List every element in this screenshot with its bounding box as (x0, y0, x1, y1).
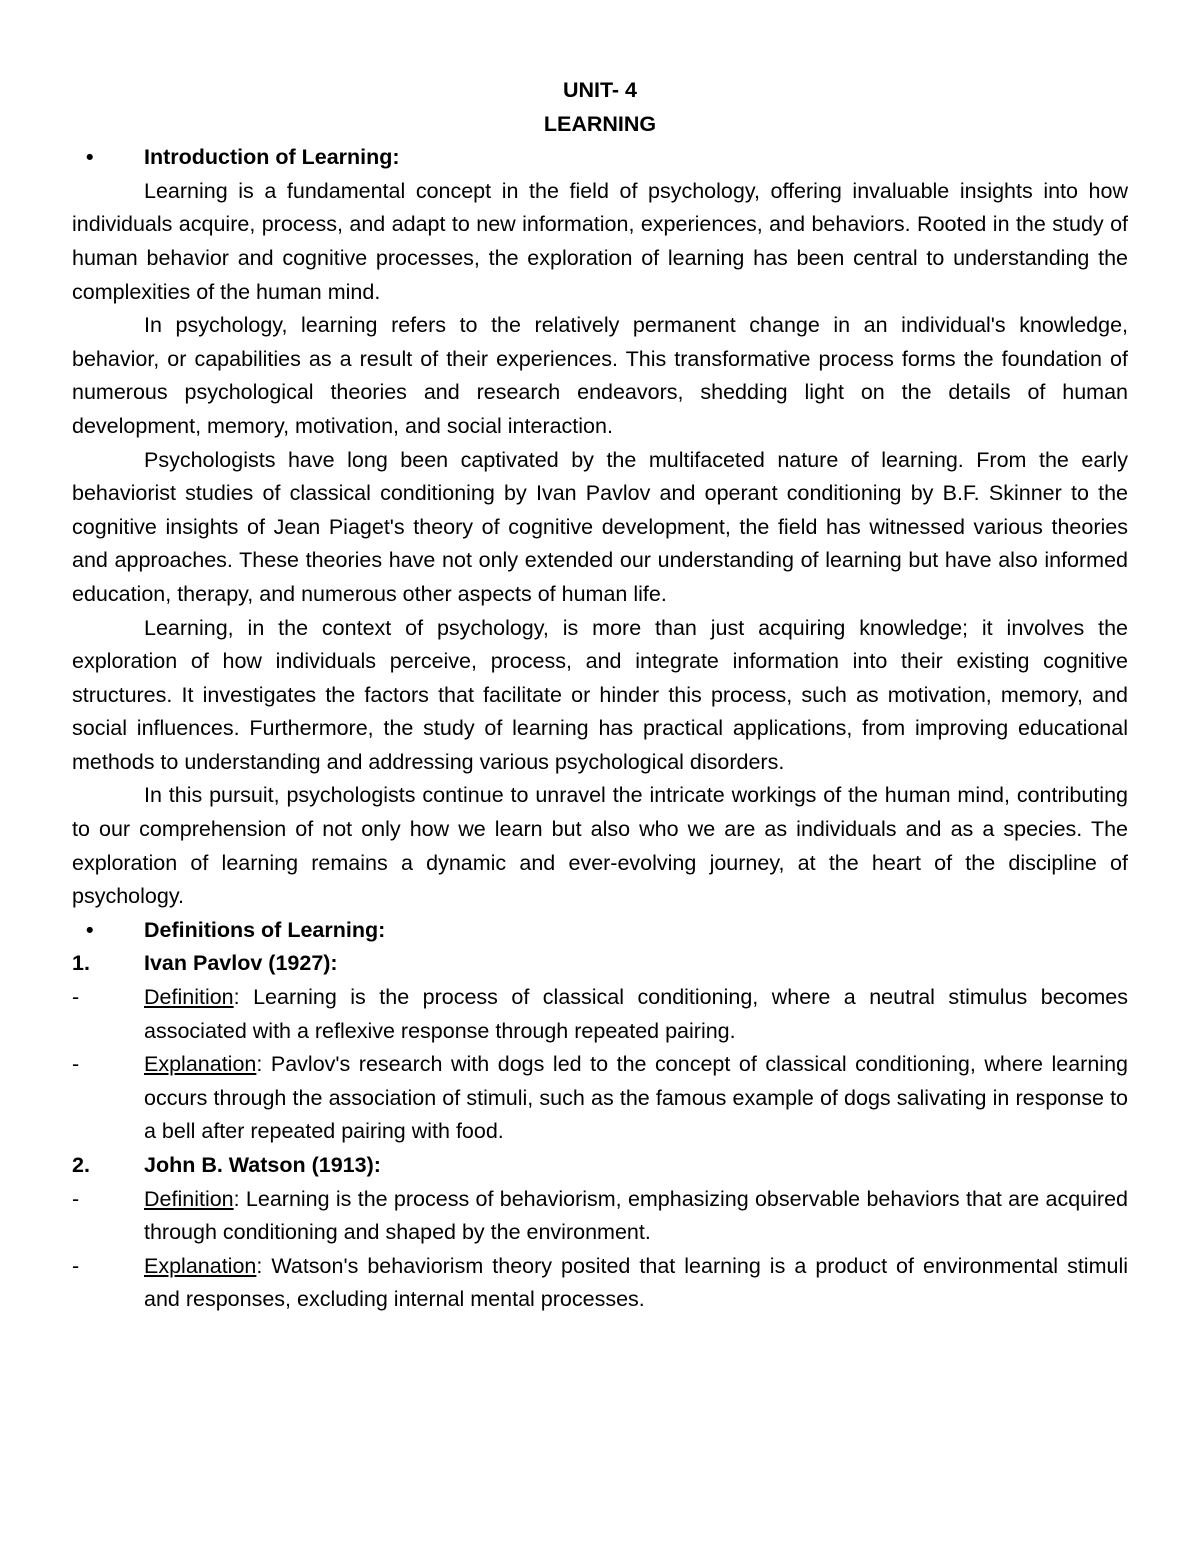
definitions-heading-text: Definitions of Learning: (144, 917, 386, 942)
dash-icon: - (72, 1253, 80, 1278)
intro-section-heading (72, 141, 1128, 175)
intro-heading-text: Introduction of Learning: (144, 145, 400, 170)
explanation-line (72, 1048, 1128, 1149)
definition-item-heading (72, 1149, 1128, 1183)
definition-item-heading (72, 947, 1128, 981)
page-title: LEARNING (543, 111, 657, 136)
item-number: 2. (72, 1153, 90, 1177)
intro-paragraph: Psychologists have long been captivated by the multifaceted nature of learning. From the early behaviorist studies of classical conditioning by Ivan Pavlov and operant conditioning by B.F. Skinner to the cognitive insights of Jean Piaget's theory of cognitive development, the field has witnessed various theories and approaches. These theories have not only extended our understanding of learning but have also informed education, therapy, and numerous other aspects of human life. (72, 447, 1128, 606)
definition-label: Definition (144, 985, 234, 1010)
bullet-icon: • (86, 917, 94, 942)
dash-icon: - (72, 985, 80, 1010)
explanation-label: Explanation (144, 1253, 257, 1278)
explanation-text: : Watson's behaviorism theory posited that learning is a product of environmental stimuli and responses, excluding internal mental processes. (144, 1253, 1128, 1312)
theorist-name: John B. Watson (1913): (144, 1153, 381, 1177)
definitions-section-heading (72, 914, 1128, 948)
definition-text: : Learning is the process of behaviorism, emphasizing observable behaviors that are acquired through conditioning and shaped by the environment. (144, 1186, 1128, 1245)
intro-paragraph: In psychology, learning refers to the relatively permanent change in an individual's knowledge, behavior, or capabilities as a result of their experiences. This transformative process forms the foundation of numerous psychological theories and research endeavors, shedding light on the details of human development, memory, motivation, and social interaction. (72, 313, 1128, 438)
explanation-label: Explanation (144, 1052, 257, 1077)
intro-paragraph: Learning is a fundamental concept in the field of psychology, offering invaluable insights into how individuals acquire, process, and adapt to new information, experiences, and behaviors. Rooted in the study of human behavior and cognitive processes, the exploration of learning has been central to understanding the complexities of the human mind. (72, 178, 1128, 304)
intro-paragraph: Learning, in the context of psychology, is more than just acquiring knowledge; it involves the exploration of how individuals perceive, process, and integrate information into their existing cognitive structures. It investigates the factors that facilitate or hinder this process, such as motivation, memory, and social influences. Furthermore, the study of learning has practical applications, from improving educational methods to understanding and addressing various psychological disorders. (72, 615, 1128, 774)
item-number: 1. (72, 951, 90, 976)
definition-line (72, 981, 1128, 1048)
definition-text: : Learning is the process of classical conditioning, where a neutral stimulus becomes associated with a reflexive response through repeated pairing. (144, 985, 1128, 1043)
definition-label: Definition (144, 1186, 234, 1211)
explanation-line (72, 1250, 1128, 1317)
bullet-icon: • (86, 145, 94, 170)
definition-line (72, 1183, 1128, 1250)
intro-paragraph: In this pursuit, psychologists continue to unravel the intricate workings of the human mind, contributing to our comprehension of not only how we learn but also who we are as individuals and as a species. The exploration of learning remains a dynamic and ever-evolving journey, at the heart of the discipline of psychology. (72, 783, 1128, 909)
dash-icon: - (72, 1186, 80, 1211)
document-page (72, 74, 1128, 1317)
dash-icon: - (72, 1052, 80, 1077)
theorist-name: Ivan Pavlov (1927): (144, 951, 338, 976)
unit-heading: UNIT- 4 (562, 78, 638, 102)
explanation-text: : Pavlov's research with dogs led to the concept of classical conditioning, where learning occurs through the association of stimuli, such as the famous example of dogs salivating in response to a bell after repeated pairing with food. (144, 1052, 1128, 1144)
